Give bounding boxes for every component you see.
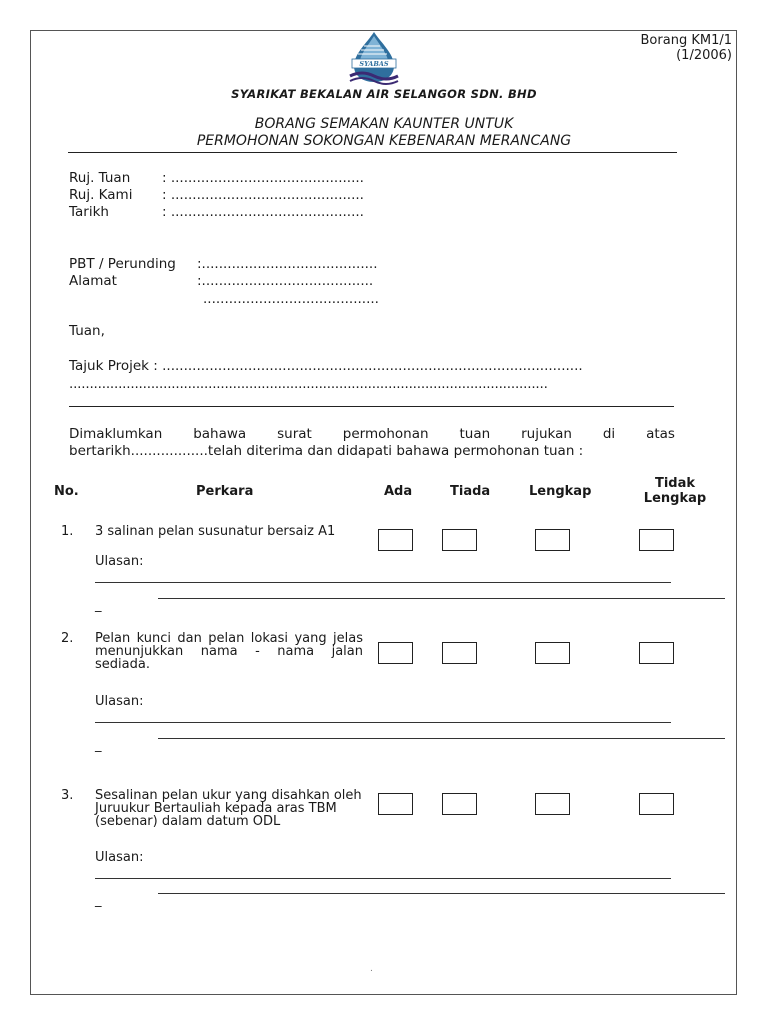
item-1-remark-line1[interactable] — [95, 582, 671, 583]
alamat-value-line2[interactable]: ......................................... — [203, 291, 379, 307]
alamat-row — [69, 273, 373, 289]
header-perkara: Perkara — [196, 484, 254, 499]
item-2-remark-trail: _ — [95, 738, 102, 753]
notice-word: permohonan — [342, 426, 429, 442]
item-2-remark-line1[interactable] — [95, 722, 671, 723]
title-rule — [68, 152, 677, 153]
header-lengkap: Lengkap — [529, 484, 592, 499]
project-value[interactable]: .................................................................................................. — [162, 358, 583, 374]
item-3-remark-trail: _ — [95, 893, 102, 908]
item-1-lengkap-checkbox[interactable] — [535, 529, 570, 551]
item-3-remark-line1[interactable] — [95, 878, 671, 879]
tarikh-value[interactable]: : ............................................. — [162, 204, 364, 220]
ref-kami-label: Ruj. Kami — [69, 187, 133, 203]
item-2-tiada-checkbox[interactable] — [442, 642, 477, 664]
company-name: SYARIKAT BEKALAN AIR SELANGOR SDN. BHD — [231, 87, 537, 101]
header-ada: Ada — [384, 484, 413, 499]
item-3-text: Sesalinan pelan ukur yang disahkan oleh Juruukur Bertauliah kepada aras TBM (sebenar) dalam datum ODL — [95, 788, 362, 829]
ref-kami-row — [69, 187, 364, 203]
ref-tuan-row — [69, 170, 364, 186]
alamat-value[interactable]: :........................................ — [197, 273, 374, 289]
item-1-text: 3 salinan pelan susunatur bersaiz A1 — [95, 524, 336, 539]
item-1-remark-trail: _ — [95, 598, 102, 613]
notice-word: atas — [646, 426, 675, 442]
item-2-tidak-lengkap-checkbox[interactable] — [639, 642, 674, 664]
notice-word: Dimaklumkan — [69, 426, 163, 442]
notice-word: tuan — [459, 426, 491, 442]
item-2-remark-label: Ulasan: — [95, 694, 144, 709]
logo-wordmark: SYABAS — [359, 60, 389, 68]
project-row — [69, 358, 583, 374]
item-3-remark-line2[interactable] — [158, 893, 725, 894]
header-tidak-lengkap-line1: Tidak — [654, 476, 696, 491]
notice-line2: bertarikh..................telah diterima dan didapati bahawa permohonan tuan : — [69, 443, 584, 459]
form-code-main: Borang KM1/1 — [640, 33, 732, 48]
project-rule — [69, 406, 674, 407]
syabas-logo — [344, 30, 404, 85]
notice-word: surat — [277, 426, 312, 442]
pbt-row — [69, 256, 378, 272]
item-1-remark-label: Ulasan: — [95, 554, 144, 569]
item-1-tiada-checkbox[interactable] — [442, 529, 477, 551]
form-code-sub: (1/2006) — [676, 48, 732, 63]
ref-kami-value[interactable]: : ............................................. — [162, 187, 364, 203]
item-1-remark-line2[interactable] — [158, 598, 725, 599]
water-drop-icon — [344, 30, 404, 85]
footer-mark: . — [370, 964, 373, 974]
notice-word: di — [602, 426, 616, 442]
item-1-ada-checkbox[interactable] — [378, 529, 413, 551]
pbt-label: PBT / Perunding — [69, 256, 176, 272]
salutation: Tuan, — [69, 323, 105, 339]
pbt-value[interactable]: :......................................... — [197, 256, 378, 272]
item-3-tidak-lengkap-checkbox[interactable] — [639, 793, 674, 815]
item-1-no: 1. — [61, 524, 74, 539]
item-3-lengkap-checkbox[interactable] — [535, 793, 570, 815]
form-title-line2: PERMOHONAN SOKONGAN KEBENARAN MERANCANG — [196, 133, 572, 149]
item-2-remark-line2[interactable] — [158, 738, 725, 739]
ref-tuan-label: Ruj. Tuan — [69, 170, 131, 186]
notice-word: rujukan — [521, 426, 572, 442]
ref-tuan-value[interactable]: : ............................................. — [162, 170, 364, 186]
tarikh-label: Tarikh — [69, 204, 109, 220]
header-tidak-lengkap — [635, 476, 715, 506]
notice-line1 — [69, 426, 675, 442]
item-2-no: 2. — [61, 631, 74, 646]
form-title-line1: BORANG SEMAKAN KAUNTER UNTUK — [254, 116, 514, 132]
item-2-text: Pelan kunci dan pelan lokasi yang jelas menunjukkan nama - nama jalan sediada. — [95, 631, 363, 672]
item-3-remark-label: Ulasan: — [95, 850, 144, 865]
item-1-tidak-lengkap-checkbox[interactable] — [639, 529, 674, 551]
notice-word: bahawa — [193, 426, 247, 442]
item-3-no: 3. — [61, 788, 74, 803]
item-2-ada-checkbox[interactable] — [378, 642, 413, 664]
header-no: No. — [54, 484, 79, 499]
item-3-ada-checkbox[interactable] — [378, 793, 413, 815]
tarikh-row — [69, 204, 364, 220]
item-3-tiada-checkbox[interactable] — [442, 793, 477, 815]
project-label: Tajuk Projek : — [69, 358, 158, 374]
alamat-label: Alamat — [69, 273, 117, 289]
project-value-line2[interactable]: ..................................................................................................................... — [69, 376, 548, 392]
form-code — [640, 33, 732, 63]
header-tidak-lengkap-line2: Lengkap — [643, 491, 707, 506]
item-2-lengkap-checkbox[interactable] — [535, 642, 570, 664]
header-tiada: Tiada — [450, 484, 491, 499]
